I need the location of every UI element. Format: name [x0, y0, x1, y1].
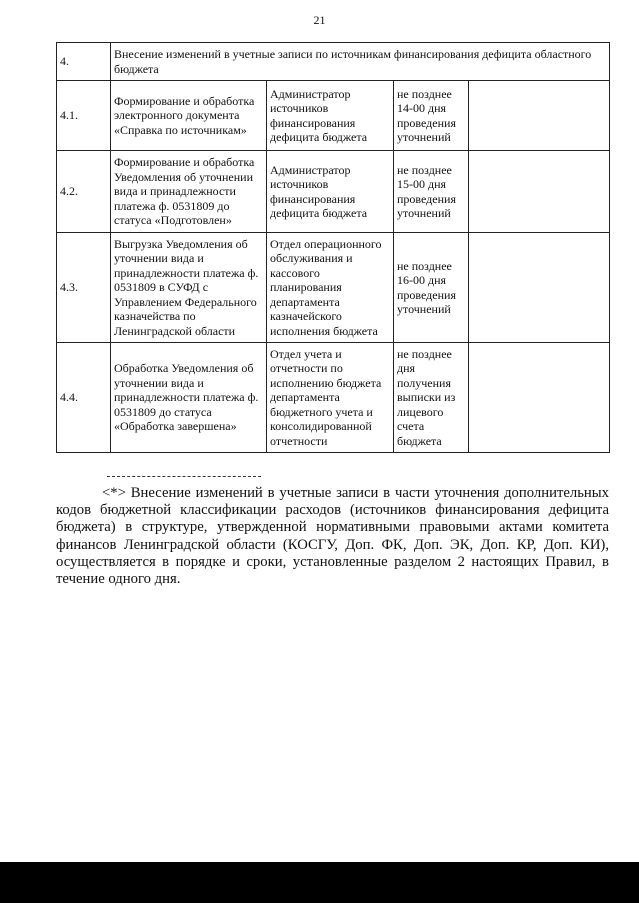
row-number: 4.4.: [57, 343, 111, 453]
row-responsible: Администратор источников финансирования дефицита бюджета: [267, 81, 394, 151]
row-note: [469, 151, 610, 233]
table-row: [57, 343, 610, 453]
row-action: Выгрузка Уведомления об уточнении вида и принадлежности платежа ф. 0531809 в СУФД с Управлением Федерального казначейства по Ленинградской области: [111, 233, 267, 343]
table-row: [57, 233, 610, 343]
row-responsible: Отдел операционного обслуживания и кассового планирования департамента казначейского исполнения бюджета: [267, 233, 394, 343]
table-row: [57, 81, 610, 151]
row-responsible: Отдел учета и отчетности по исполнению бюджета департамента бюджетного учета и консолидированной отчетности: [267, 343, 394, 453]
section-number: 4.: [57, 43, 111, 81]
section-title: Внесение изменений в учетные записи по источникам финансирования дефицита областного бюджета: [111, 43, 610, 81]
page-number: 21: [313, 13, 326, 27]
table-row: [57, 151, 610, 233]
row-note: [469, 233, 610, 343]
row-action: Формирование и обработка электронного документа «Справка по источникам»: [111, 81, 267, 151]
scan-bottom-bar: [0, 862, 639, 903]
row-number: 4.1.: [57, 81, 111, 151]
row-action: Формирование и обработка Уведомления об уточнении вида и принадлежности платежа ф. 0531809 до статуса «Подготовлен»: [111, 151, 267, 233]
row-term: не позднее 14-00 дня проведения уточнений: [394, 81, 469, 151]
procedure-table: [56, 42, 610, 453]
row-responsible: Администратор источников финансирования дефицита бюджета: [267, 151, 394, 233]
row-note: [469, 343, 610, 453]
footnote-separator: [107, 476, 261, 477]
row-number: 4.2.: [57, 151, 111, 233]
row-number: 4.3.: [57, 233, 111, 343]
row-note: [469, 81, 610, 151]
section-header-row: [57, 43, 610, 81]
row-term: не позднее 16-00 дня проведения уточнений: [394, 233, 469, 343]
row-action: Обработка Уведомления об уточнении вида и принадлежности платежа ф. 0531809 до статуса «Обработка завершена»: [111, 343, 267, 453]
footnote-text: <*> Внесение изменений в учетные записи в части уточнения дополнительных кодов бюджетной классификации расходов (источников финансирования дефицита бюджета) в структуре, утвержденной нормативными правовыми актами комитета финансов Ленинградской области (КОСГУ, Доп. ФК, Доп. ЭК, Доп. КР, Доп. КИ), осуществляется в порядке и сроки, установленные разделом 2 настоящих Правил, в течение одного дня.: [56, 485, 609, 588]
row-term: не позднее 15-00 дня проведения уточнений: [394, 151, 469, 233]
row-term: не позднее дня получения выписки из лицевого счета бюджета: [394, 343, 469, 453]
